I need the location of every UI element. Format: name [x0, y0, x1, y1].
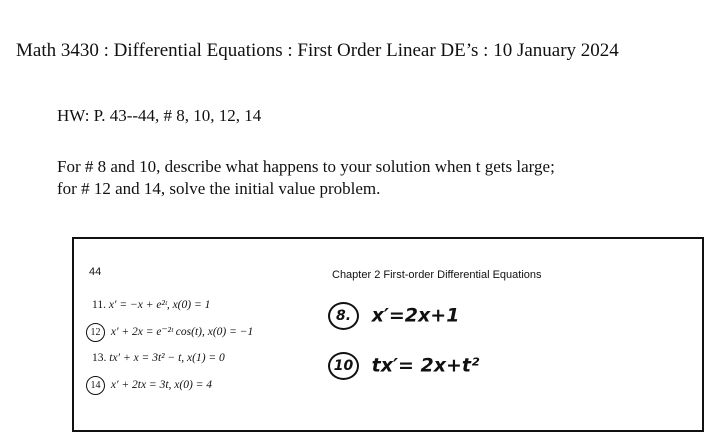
- page-title: Math 3430 : Differential Equations : First Order Linear DE’s : 10 January 2024: [16, 40, 619, 61]
- circled-problem-number: 8.: [328, 302, 359, 330]
- problem-equation: x′ = −x + e²ᵗ, x(0) = 1: [108, 299, 211, 311]
- problem-14: [86, 376, 212, 395]
- handwritten-problem-10: [328, 352, 479, 380]
- instructions-line-1: For # 8 and 10, describe what happens to your solution when t gets large;: [57, 157, 555, 176]
- circled-problem-number: 12: [86, 323, 105, 342]
- problem-number: 13.: [92, 352, 107, 364]
- circled-problem-number: 14: [86, 376, 105, 395]
- problem-12: [86, 323, 253, 342]
- problem-11: [92, 299, 210, 311]
- problem-equation: tx′ + x = 3t² − t, x(1) = 0: [109, 352, 225, 364]
- problem-number: 11.: [92, 299, 106, 311]
- handwritten-equation: tx′= 2x+t²: [371, 354, 480, 377]
- circled-problem-number: 10: [328, 352, 359, 380]
- problem-equation: x′ + 2x = e⁻²ᵗ cos(t), x(0) = −1: [110, 326, 254, 339]
- textbook-chapter-heading: Chapter 2 First-order Differential Equations: [332, 269, 542, 281]
- problem-equation: x′ + 2tx = 3t, x(0) = 4: [110, 379, 213, 392]
- instructions: [57, 156, 555, 200]
- textbook-page-number: 44: [89, 266, 102, 278]
- handwritten-problem-8: [328, 302, 459, 330]
- instructions-line-2: for # 12 and 14, solve the initial value problem.: [57, 179, 381, 198]
- textbook-excerpt-image: [72, 237, 704, 432]
- handwritten-equation: x′=2x+1: [371, 304, 460, 327]
- homework-assignment: HW: P. 43--44, # 8, 10, 12, 14: [57, 106, 262, 125]
- problem-13: [92, 352, 225, 364]
